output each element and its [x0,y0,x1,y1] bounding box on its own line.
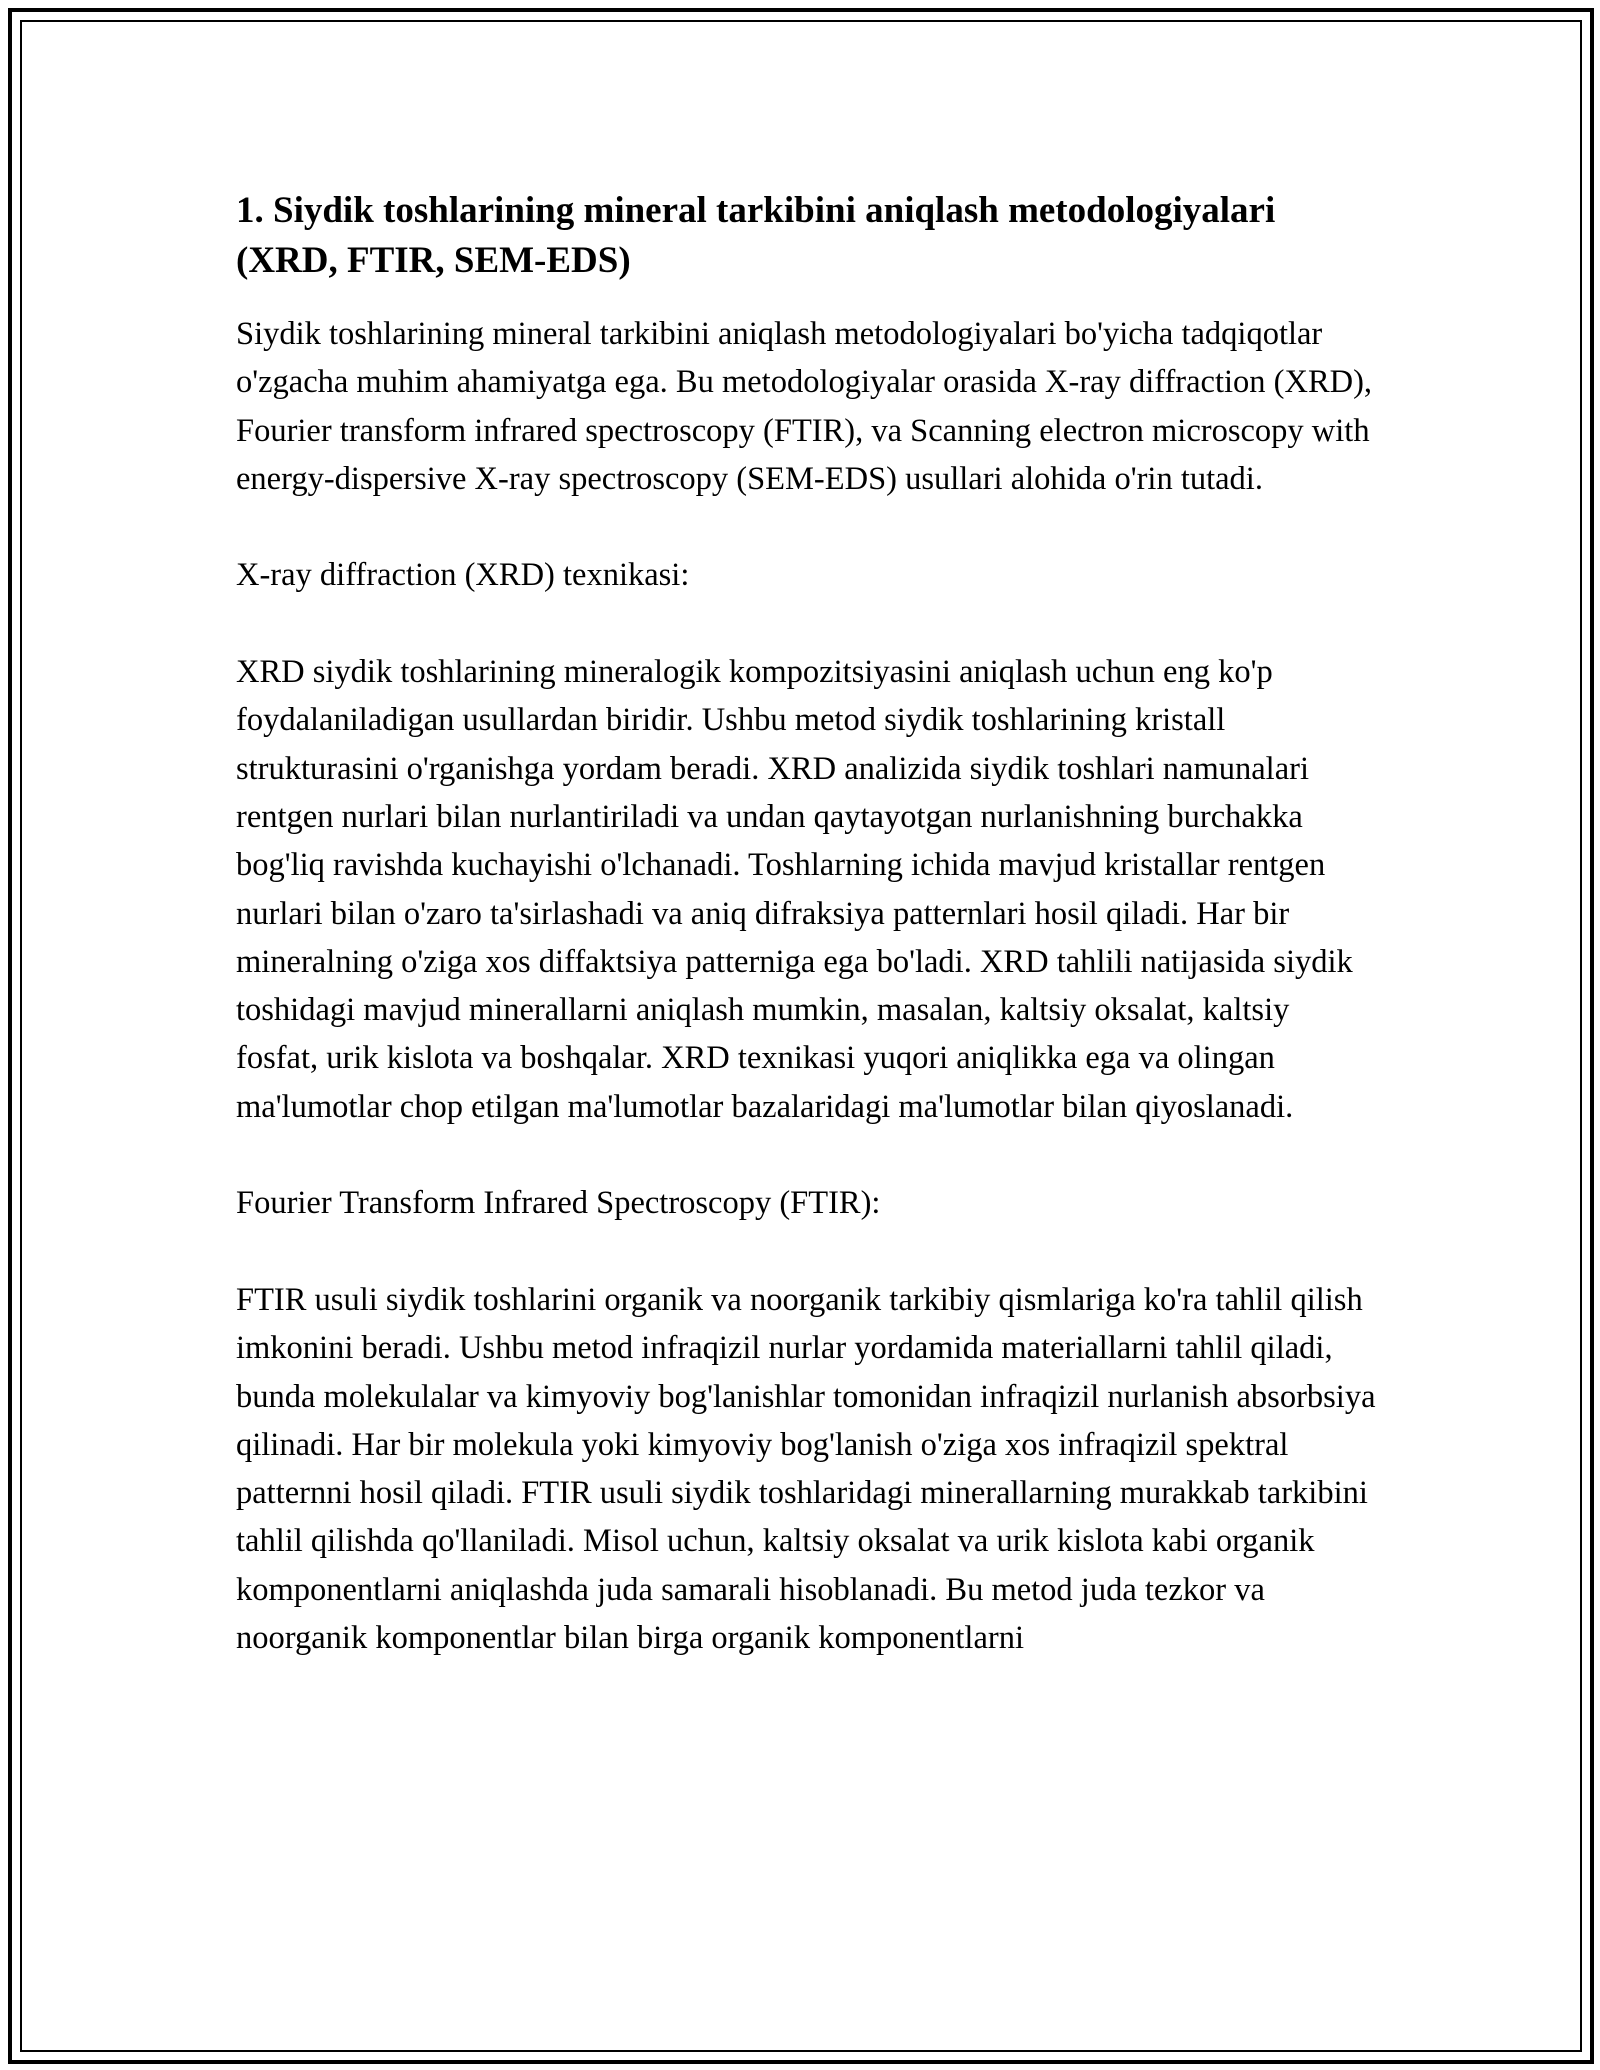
section-heading: 1. Siydik toshlarining mineral tarkibini aniqlash metodologiyalari (XRD, FTIR, SEM-EDS) [236,190,1276,281]
ftir-paragraph: FTIR usuli siydik toshlarini organik va noorganik tarkibiy qismlariga ko'ra tahlil qilish imkonini beradi. Ushbu metod infraqizil nurlar yordamida materiallarni tahlil qiladi, bunda molekulalar va kimyoviy bog'lanishlar tomonidan infraqizil nurlanish absorbsiya qilinadi. Har bir molekula yoki kimyoviy bog'lanish o'ziga xos infraqizil spektral patternni hosil qiladi. FTIR usuli siydik toshlaridagi minerallarning murakkab tarkibini tahlil qilishda qo'llaniladi. Misol uchun, kaltsiy oksalat va urik kislota kabi organik komponentlarni aniqlashda juda samarali hisoblanadi. Bu metod juda tezkor va noorganik komponentlar bilan birga organik komponentlarni [236,1281,1376,1657]
document-body [236,186,1376,1711]
xrd-paragraph: XRD siydik toshlarining mineralogik kompozitsiyasini aniqlash uchun eng ko'p foydalaniladigan usullardan biridir. Ushbu metod siydik toshlarining kristall strukturasini o'rganishga yordam beradi. XRD analizida siydik toshlari namunalari rentgen nurlari bilan nurlantiriladi va undan qaytayotgan nurlanishning burchakka bog'liq ravishda kuchayishi o'lchanadi. Toshlarning ichida mavjud kristallar rentgen nurlari bilan o'zaro ta'sirlashadi va aniq difraksiya patternlari hosil qiladi. Har bir mineralning o'ziga xos diffaktsiya patterniga ega bo'ladi. XRD tahlili natijasida siydik toshidagi mavjud minerallarni aniqlash mumkin, masalan, kaltsiy oksalat, kaltsiy fosfat, urik kislota va boshqalar. XRD texnikasi yuqori aniqlikka ega va olingan ma'lumotlar chop etilgan ma'lumotlar bazalaridagi ma'lumotlar bilan qiyoslanadi. [236,654,1353,1125]
intro-paragraph: Siydik toshlarining mineral tarkibini aniqlash metodologiyalari bo'yicha tadqiqotlar o'zgacha muhim ahamiyatga ega. Bu metodologiyalar orasida X-ray diffraction (XRD), Fourier transform infrared spectroscopy (FTIR), va Scanning electron microscopy with energy-dispersive X-ray spectroscopy (SEM-EDS) usullari alohida o'rin tutadi. [236,316,1373,497]
xrd-subheading: X-ray diffraction (XRD) texnikasi: [236,557,690,594]
ftir-subheading: Fourier Transform Infrared Spectroscopy (FTIR): [236,1185,881,1222]
